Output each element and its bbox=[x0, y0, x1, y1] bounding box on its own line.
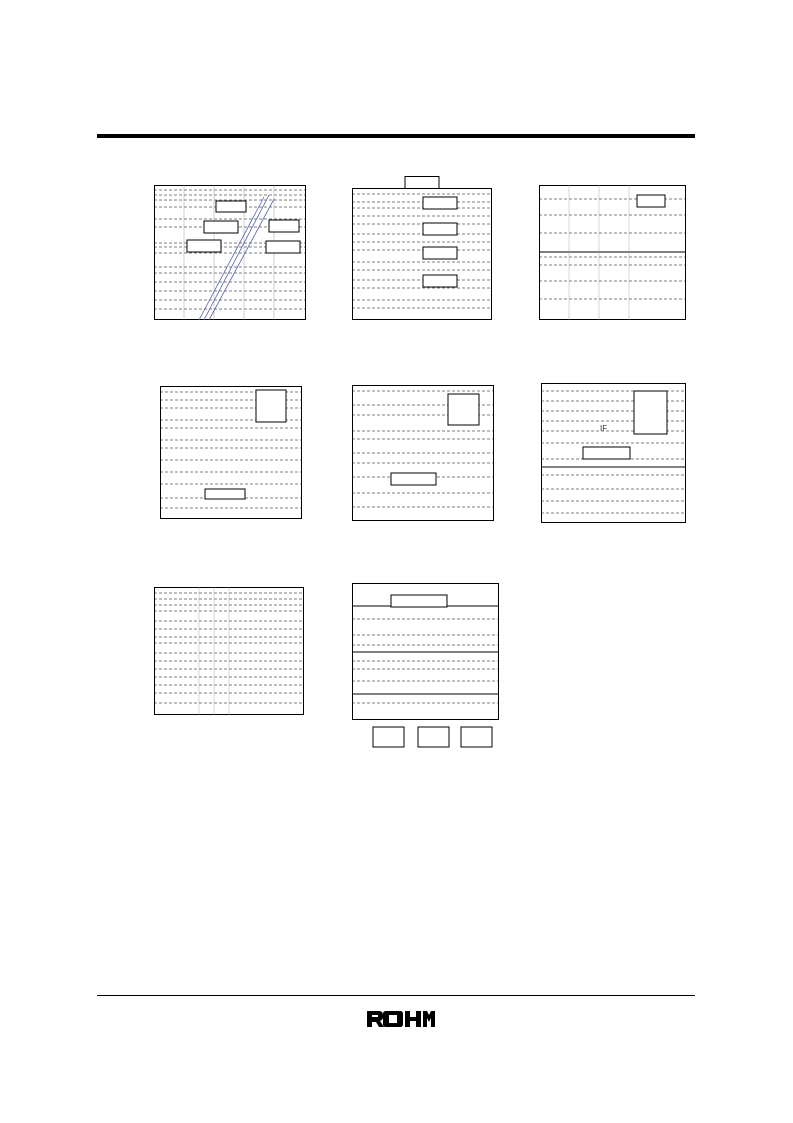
chart-5-plot bbox=[352, 385, 494, 521]
chart-8-legend-3 bbox=[418, 727, 449, 747]
chart-5-legend-1 bbox=[448, 394, 479, 425]
chart-1-legend-1 bbox=[216, 201, 246, 212]
footer-rule bbox=[97, 995, 695, 996]
chart-4-plot bbox=[160, 386, 302, 519]
chart-8-legend-2 bbox=[373, 727, 404, 747]
rohm-logo bbox=[366, 1010, 436, 1028]
chart-panel-6 bbox=[541, 383, 686, 523]
chart-panel-3 bbox=[539, 185, 686, 320]
chart-panel-4 bbox=[160, 386, 302, 519]
chart-panel-1 bbox=[154, 185, 306, 320]
chart-5-legend-2 bbox=[391, 473, 436, 485]
chart-2-legend-4 bbox=[423, 275, 457, 287]
chart-4-legend-1 bbox=[256, 390, 286, 422]
chart-2-legend-2 bbox=[423, 223, 457, 235]
chart-6-label: IF bbox=[600, 424, 608, 433]
chart-6-legend-1 bbox=[634, 391, 667, 434]
chart-panel-7 bbox=[154, 587, 304, 715]
chart-1-legend-2 bbox=[204, 221, 238, 233]
chart-3-legend-1 bbox=[637, 195, 665, 207]
chart-8-legend-1 bbox=[391, 595, 447, 607]
chart-3-plot bbox=[539, 185, 686, 320]
chart-2-plot bbox=[352, 176, 492, 320]
chart-panel-2 bbox=[352, 176, 492, 320]
chart-8-plot bbox=[352, 583, 500, 748]
chart-panel-8 bbox=[352, 583, 500, 748]
chart-1-legend-4 bbox=[187, 240, 221, 252]
chart-6-legend-2 bbox=[583, 447, 630, 459]
chart-7-plot bbox=[154, 587, 304, 715]
chart-1-plot bbox=[154, 185, 306, 320]
chart-2-legend-1 bbox=[423, 197, 457, 209]
chart-6-plot bbox=[541, 383, 686, 523]
header-rule bbox=[97, 134, 695, 138]
chart-panel-5 bbox=[352, 385, 494, 521]
chart-4-legend-2 bbox=[205, 489, 245, 499]
chart-2-legend-3 bbox=[423, 247, 457, 259]
chart-8-legend-4 bbox=[461, 727, 492, 747]
chart-1-legend-5 bbox=[266, 241, 300, 253]
chart-1-legend-3 bbox=[269, 220, 299, 232]
chart-2-legend-top bbox=[405, 177, 439, 189]
